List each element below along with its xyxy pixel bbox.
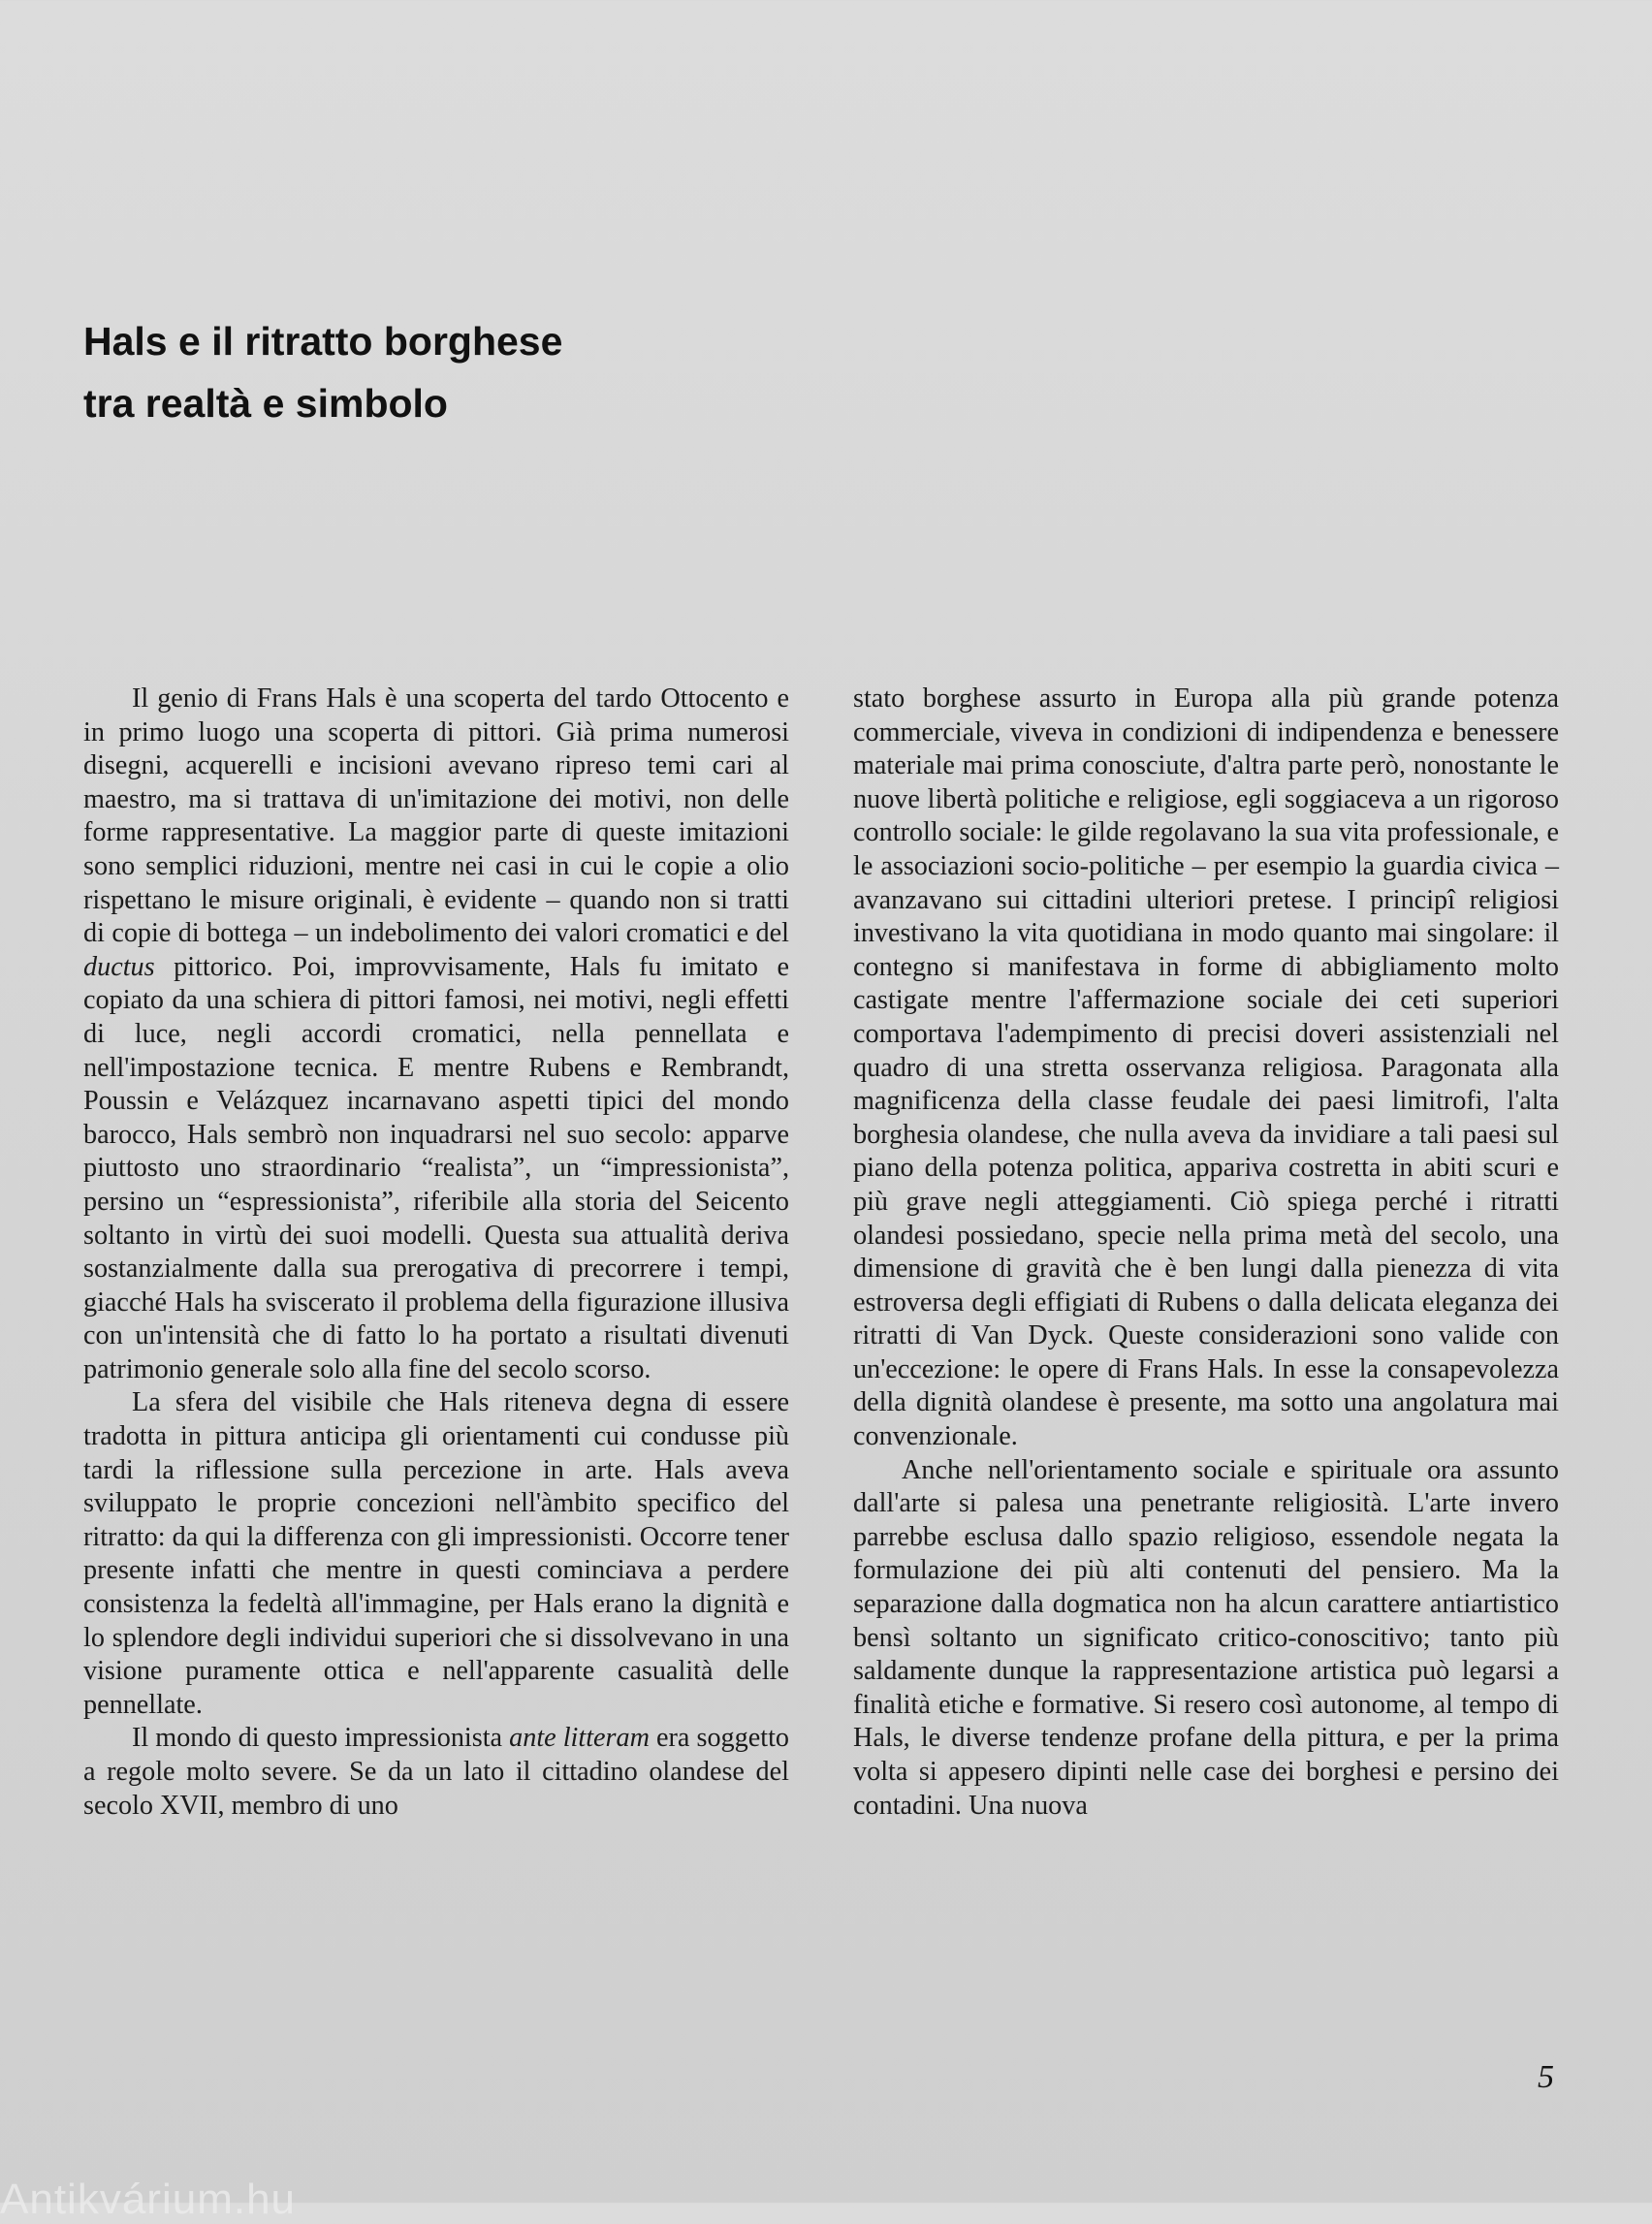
italic-term: ductus (83, 951, 155, 982)
title-line-2: tra realtà e simbolo (83, 381, 448, 426)
right-text-column (853, 683, 1559, 1823)
page-title (83, 310, 562, 434)
paragraph-text: Il mondo di questo impressionista (132, 1723, 503, 1754)
paragraph: stato borghese assurto in Europa alla più grande potenza commerciale, viveva in condizioni di indipendenza e benessere materiale mai prima conosciute, d'altra parte però, nonostante le nuove libertà politiche e religiose, egli soggiaceva a un rigoroso controllo sociale: le gilde regolavano la sua vita professionale, e le associazioni socio-politiche – per esempio la guardia civica – avanzavano sui cittadini ulteriori pretese. I principî religiosi investivano la vita quotidiana in modo quanto mai singolare: il contegno si manifestava in forme di abbigliamento molto castigate mentre l'affermazione sociale dei ceti superiori comportava l'adempimento di precisi doveri assistenziali nel quadro di una stretta osservanza religiosa. Paragonata alla magnificenza della classe feudale dei paesi limitrofi, l'alta borghesia olandese, che nulla aveva da invidiare a tali paesi sul piano della potenza politica, appariva costretta in abiti scuri e più grave negli atteggiamenti. Ciò spiega perché i ritratti olandesi possiedano, specie nella prima metà del secolo, una dimensione di gravità che è ben lungi dalla pienezza di vita estroversa degli effigiati di Rubens o dalla delicata eleganza dei ritratti di Van Dyck. Queste considerazioni sono valide con un'eccezione: le opere di Frans Hals. In esse la consapevolezza della dignità olandese è presente, ma sotto una angolatura mai convenzionale. (853, 683, 1559, 1452)
left-text-column (83, 683, 789, 1823)
paragraph-text: pittorico. Poi, improvvisamente, Hals fu imitato e copiato da una schiera di pittori famosi, nei motivi, negli effetti di luce, negli accordi cromatici, nella pennellata e nell'impostazione tecnica. E mentre Rubens e Rembrandt, Poussin e Velázquez incarnavano aspetti tipici del mondo barocco, Hals sembrò non inquadrarsi nel suo secolo: apparve piuttosto uno straordinario “realista”, un “impressionista”, persino un “espressionista”, riferibile alla storia del Seicento soltanto in virtù dei suoi modelli. Questa sua attualità deriva sostanzialmente dalla sua prerogativa di precorrere i tempi, giacché Hals ha sviscerato il problema della figurazione illusiva con un'intensità che di fatto lo ha portato a risultati divenuti patrimonio generale solo alla fine del secolo scorso. (83, 951, 789, 1384)
italic-term: ante litteram (509, 1723, 650, 1754)
paragraph-text: era soggetto a regole molto severe. Se da un lato il cittadino olandese del secolo XVII, membro di uno (83, 1723, 789, 1821)
paragraph (83, 1722, 789, 1823)
paragraph: La sfera del visibile che Hals riteneva degna di essere tradotta in pittura anticipa gli orientamenti cui condusse più tardi la riflessione sulla percezione in arte. Hals aveva sviluppato le proprie concezioni nell'àmbito specifico del ritratto: da qui la differenza con gli impressionisti. Occorre tener presente infatti che mentre in questi cominciava a perdere consistenza la fedeltà all'immagine, per Hals erano la dignità e lo splendore degli individui superiori che si dissolvevano in una visione puramente ottica e nell'apparente casualità delle pennellate. (83, 1387, 789, 1720)
paragraph-text: Il genio di Frans Hals è una scoperta del tardo Ottocento e in primo luogo una scoperta di pittori. Già prima numerosi disegni, acquerelli e incisioni avevano ripreso temi cari al maestro, ma si trattava di un'imitazione dei motivi, non delle forme rappresentative. La maggior parte di queste imitazioni sono semplici riduzioni, mentre nei casi in cui le copie a olio rispettano le misure originali, è evidente – quando non si tratti di copie di bottega – un indebolimento dei valori cromatici e del (83, 683, 789, 949)
title-line-1: Hals e il ritratto borghese (83, 319, 563, 364)
page-number: 5 (1538, 2059, 1554, 2095)
paragraph: Anche nell'orientamento sociale e spirituale ora assunto dall'arte si palesa una penetrante religiosità. L'arte invero parrebbe esclusa dallo spazio religioso, essendole negata la formulazione dei più alti contenuti del pensiero. Ma la separazione dalla dogmatica non ha alcun carattere antiartistico bensì soltanto un significato critico-conoscitivo; tanto più saldamente dunque la rappresentazione artistica può legarsi a finalità etiche e formative. Si resero così autonome, al tempo di Hals, le diverse tendenze profane della pittura, e per la prima volta si appesero dipinti nelle case dei borghesi e persino dei contadini. Una nuova (853, 1454, 1559, 1821)
paragraph (83, 683, 789, 1386)
watermark: Antikvárium.hu (0, 2176, 297, 2223)
